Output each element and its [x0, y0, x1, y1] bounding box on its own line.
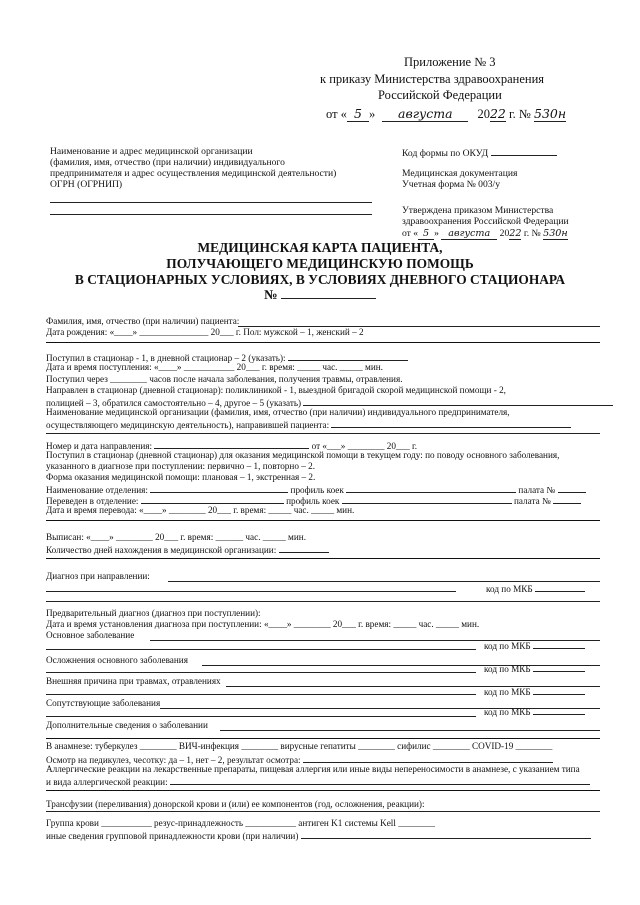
- appendix-order-number: 530н: [534, 106, 567, 121]
- diagnosis-datetime-line: Дата и время установления диагноза при поступлении: «____» ________ 20___ г. время: _____ час. _____ мин.: [46, 619, 480, 629]
- comorbidities-mkb-label: код по МКБ: [484, 705, 585, 717]
- comorbidities-line-2: [46, 716, 476, 717]
- okud-month: августа: [441, 228, 497, 240]
- referred-by-line: Направлен в стационар (дневной стационар): поликлиникой - 1, выездной бригадой скорой медицинской помощи - 2,: [46, 385, 506, 395]
- approved-label-1: Утверждена приказом Министерства: [402, 205, 554, 216]
- patient-name-label: Фамилия, имя, отчество (при наличии) пациента:: [46, 316, 240, 326]
- org-label-3: предпринимателя и адрес осуществления медицинской деятельности): [50, 168, 337, 179]
- okud-date-prefix: от «: [402, 228, 419, 239]
- year-suffix: г. №: [505, 107, 531, 121]
- main-disease-line-2: [46, 649, 476, 650]
- first-repeat-line: указанного в диагнозе при поступлении: первично – 1, повторно – 2.: [46, 461, 315, 471]
- okud-day: 5: [418, 228, 434, 240]
- approved-label-2: здравоохранения Российской Федерации: [402, 216, 569, 227]
- admission-type-line: Поступил в стационар - 1, в дневной стационар – 2 (указать):: [46, 351, 408, 363]
- appendix-federation: Российской Федерации: [378, 88, 502, 102]
- transferred-line: Переведен в отделение: профиль коек палата №: [46, 494, 581, 506]
- referring-org-line-1: Наименование медицинской организации (фамилия, имя, отчество (при наличии) индивидуального предпринимателя,: [46, 407, 510, 417]
- comorbidities-label: Сопутствующие заболевания: [46, 698, 161, 708]
- complications-line-2: [46, 672, 476, 673]
- appendix-order: к приказу Министерства здравоохранения: [320, 72, 545, 86]
- approved-date-line: [402, 228, 568, 240]
- additional-info-line: [220, 730, 600, 731]
- referral-diagnosis-line-3: [46, 601, 600, 602]
- referral-diagnosis-line-2: [46, 591, 456, 592]
- okud-code-label: Код формы по ОКУД: [402, 146, 557, 159]
- appendix-month: августа: [382, 106, 468, 122]
- year-prefix: 20: [477, 107, 490, 121]
- transfusions-line: [46, 811, 600, 812]
- pediculosis-exam-line: Осмотр на педикулез, чесотку: да – 1, нет – 2, результат осмотра:: [46, 753, 553, 765]
- anamnesis-line: В анамнезе: туберкулез ________ ВИЧ-инфекция ________ вирусные гепатиты ________ сифилис ________ COVID-19 ________: [46, 741, 553, 751]
- title-line-1: МЕДИЦИНСКАЯ КАРТА ПАЦИЕНТА,: [197, 240, 443, 255]
- divider: [46, 342, 600, 343]
- divider: [46, 738, 600, 739]
- org-line-2: [50, 214, 372, 215]
- blood-group-line: Группа крови ___________ резус-принадлежность ___________ антиген K1 системы Kell ________: [46, 818, 435, 828]
- okud-year-suffix: г. №: [521, 228, 541, 239]
- date-mid: »: [368, 107, 376, 121]
- admission-datetime-line: Дата и время поступления: «____» ___________ 20___ г. время: _____ час. _____ мин.: [46, 362, 383, 372]
- appendix-day: 5: [347, 106, 369, 122]
- referred-by-other-line: полицией – 3, обратился самостоятельно – 4, другое – 5 (указать): [46, 396, 613, 408]
- main-disease-label: Основное заболевание: [46, 630, 135, 640]
- allergy-line-1: Аллергические реакции на лекарственные препараты, пищевая аллергия или иные виды непереносимости в анамнезе, с указанием типа: [46, 764, 580, 774]
- referral-number-line: Номер и дата направления: от «___» ________ 20___ г.: [46, 441, 418, 451]
- medical-doc-label: Медицинская документация: [402, 168, 518, 179]
- referring-org-line-2: осуществляющего медицинскую деятельность), направившей пациента:: [46, 418, 571, 430]
- org-line-1: [50, 202, 372, 203]
- okud-date-mid: »: [434, 228, 439, 239]
- okud-year: 22: [509, 228, 522, 239]
- external-cause-mkb-label: код по МКБ: [484, 685, 585, 697]
- main-disease-mkb-label: код по МКБ: [484, 639, 585, 651]
- other-blood-info-line: иные сведения групповой принадлежности крови (при наличии): [46, 829, 591, 841]
- divider: [46, 558, 600, 559]
- divider: [46, 520, 600, 521]
- appendix-year: 22: [489, 106, 506, 121]
- discharge-line: Выписан: «____» ________ 20___ г. время: ______ час. _____ мин.: [46, 532, 307, 542]
- days-in-hospital-line: Количество дней нахождения в медицинской организации:: [46, 543, 329, 555]
- additional-info-label: Дополнительные сведения о заболевании: [46, 720, 208, 730]
- current-year-admission-line: Поступил в стационар (дневной стационар) для оказания медицинской помощи в текущем году: по поводу основного заболевания,: [46, 450, 560, 460]
- referring-org-fill-line: [46, 433, 600, 434]
- org-label-2: (фамилия, имя, отчество (при наличии) индивидуального: [50, 157, 285, 168]
- title-line-3: В СТАЦИОНАРНЫХ УСЛОВИЯХ, В УСЛОВИЯХ ДНЕВНОГО СТАЦИОНАРА: [74, 272, 566, 287]
- ogrn-label: ОГРН (ОГРНИП): [50, 179, 123, 190]
- appendix-number: Приложение № 3: [404, 55, 496, 69]
- card-number: №: [264, 287, 376, 303]
- care-form-line: Форма оказания медицинской помощи: плановая – 1, экстренная – 2.: [46, 472, 316, 482]
- complications-label: Осложнения основного заболевания: [46, 655, 188, 665]
- divider: [46, 790, 600, 791]
- preliminary-diagnosis-label: Предварительный диагноз (диагноз при поступлении):: [46, 608, 261, 618]
- date-prefix: от «: [326, 107, 347, 121]
- title-line-2: ПОЛУЧАЮЩЕГО МЕДИЦИНСКУЮ ПОМОЩЬ: [166, 256, 474, 271]
- referral-diagnosis-label: Диагноз при направлении:: [46, 571, 150, 581]
- external-cause-label: Внешняя причина при травмах, отравлениях: [46, 676, 221, 686]
- okud-order-number: 530н: [543, 228, 568, 239]
- birth-date-line: Дата рождения: «____» _______________ 20___ г. Пол: мужской – 1, женский – 2: [46, 327, 364, 337]
- department-line: Наименование отделения: профиль коек палата №: [46, 483, 586, 495]
- allergy-line-2: и вида аллергической реакции:: [46, 775, 590, 787]
- referral-mkb-label: код по МКБ: [486, 582, 585, 594]
- okud-year-prefix: 20: [499, 228, 510, 239]
- appendix-date-line: [326, 106, 566, 122]
- complications-mkb-label: код по МКБ: [484, 662, 585, 674]
- external-cause-line-2: [46, 694, 476, 695]
- transfusions-label: Трансфузии (переливания) донорской крови и (или) ее компонентов (год, осложнения, реакции):: [46, 799, 425, 809]
- hours-after-onset-line: Поступил через ________ часов после начала заболевания, получения травмы, отравления.: [46, 374, 403, 384]
- transfer-datetime-line: Дата и время перевода: «____» ________ 20___ г. время: _____ час. _____ мин.: [46, 505, 355, 515]
- form-number-label: Учетная форма № 003/у: [402, 179, 501, 190]
- org-label-1: Наименование и адрес медицинской организации: [50, 146, 253, 157]
